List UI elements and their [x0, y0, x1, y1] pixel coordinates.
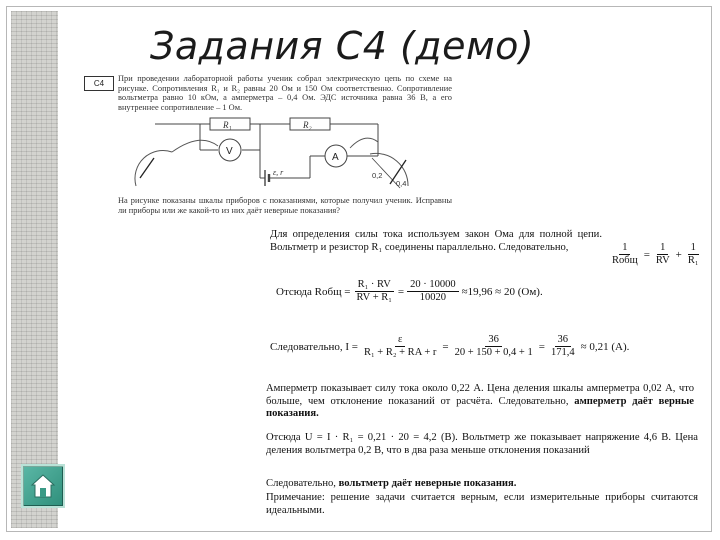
solution-note: Примечание: решение задачи считается верным, если измерительные приборы считаются идеальными.	[266, 492, 698, 516]
equation-parallel: $\frac{1}{\text{Rобщ}}$ = $\frac{1}{RV}$ + $\frac{1}{\text{R₁}}$	[612, 242, 699, 266]
problem-text-top: При проведении лабораторной работы ученик собрал электрическую цепь по схеме на рисунке. Сопротивления R₁ и R₂ равны 20 Ом и 150 Ом соответственно. Сопротивление вольтметра равно 10 кОм, а амперметра – 0,4 Ом. ЭДС источника равна 36 В, а его внутреннее сопротивление – 1 Ом.	[118, 74, 452, 112]
ammeter-conclusion: амперметр даёт верные показания.	[266, 395, 694, 420]
r1-label: R₁	[223, 120, 232, 130]
circuit-diagram	[110, 112, 455, 196]
voltmeter-conclusion: вольтметр даёт неверные показания.	[338, 478, 517, 489]
emf-label: ε, r	[273, 168, 284, 177]
solution-paragraph-4: Следовательно, вольтметр даёт неверные показания.	[266, 478, 517, 489]
solution-paragraph-1: Для определения силы тока используем закон Ома для полной цепи. Вольтметр и резистор R₁ соединены параллельно. Следовательно,	[270, 229, 602, 253]
r2-label: R₂	[303, 120, 312, 130]
voltmeter-scale	[135, 151, 172, 186]
decorative-border-strip	[11, 11, 58, 528]
equation-total-resistance: Отсюда Rобщ = $\frac{\text{R₁ · RV}}{\text{RV + R₁}}$ = $\frac{20 \cdot 10000}{10020}$ ≈19,96 ≈ 20 (Ом).	[276, 279, 543, 303]
solution-paragraph-3: Отсюда U = I · R₁ = 0,21 · 20 = 4,2 (В). Вольтметр же показывает напряжение 4,6 В. Цена деления вольтметра 0,2 В, что в два раза меньше отклонения показаний	[266, 432, 698, 456]
ammeter-scale-label-04: 0,4	[396, 179, 407, 188]
ammeter-scale-label-02: 0,2	[372, 171, 383, 180]
problem-label: С4	[84, 76, 114, 91]
voltmeter-label: V	[226, 146, 233, 157]
home-button[interactable]	[21, 464, 65, 508]
slide-title: Задания С4 (демо)	[150, 24, 535, 68]
home-icon	[29, 472, 57, 500]
ammeter-label: A	[332, 152, 339, 163]
problem-text-bottom: На рисунке показаны шкалы приборов с показаниями, которые получил ученик. Исправны ли приборы или же какой-то из них даёт неверные показания?	[118, 196, 452, 215]
solution-paragraph-2: Амперметр показывает силу тока около 0,22 А. Цена деления шкалы амперметра 0,02 А, что больше, чем отклонение показаний от расчёта. Следовательно, амперметр даёт верные показания.	[266, 383, 694, 420]
equation-current: Следовательно, I = $\frac{\varepsilon}{\text{R₁ + R₂ + RA + r}}$ = $\frac{36}{20 + 150 + 0,4 + 1}$ = $\frac{36}{171,4}$ ≈ 0,21 (А).	[270, 334, 630, 358]
